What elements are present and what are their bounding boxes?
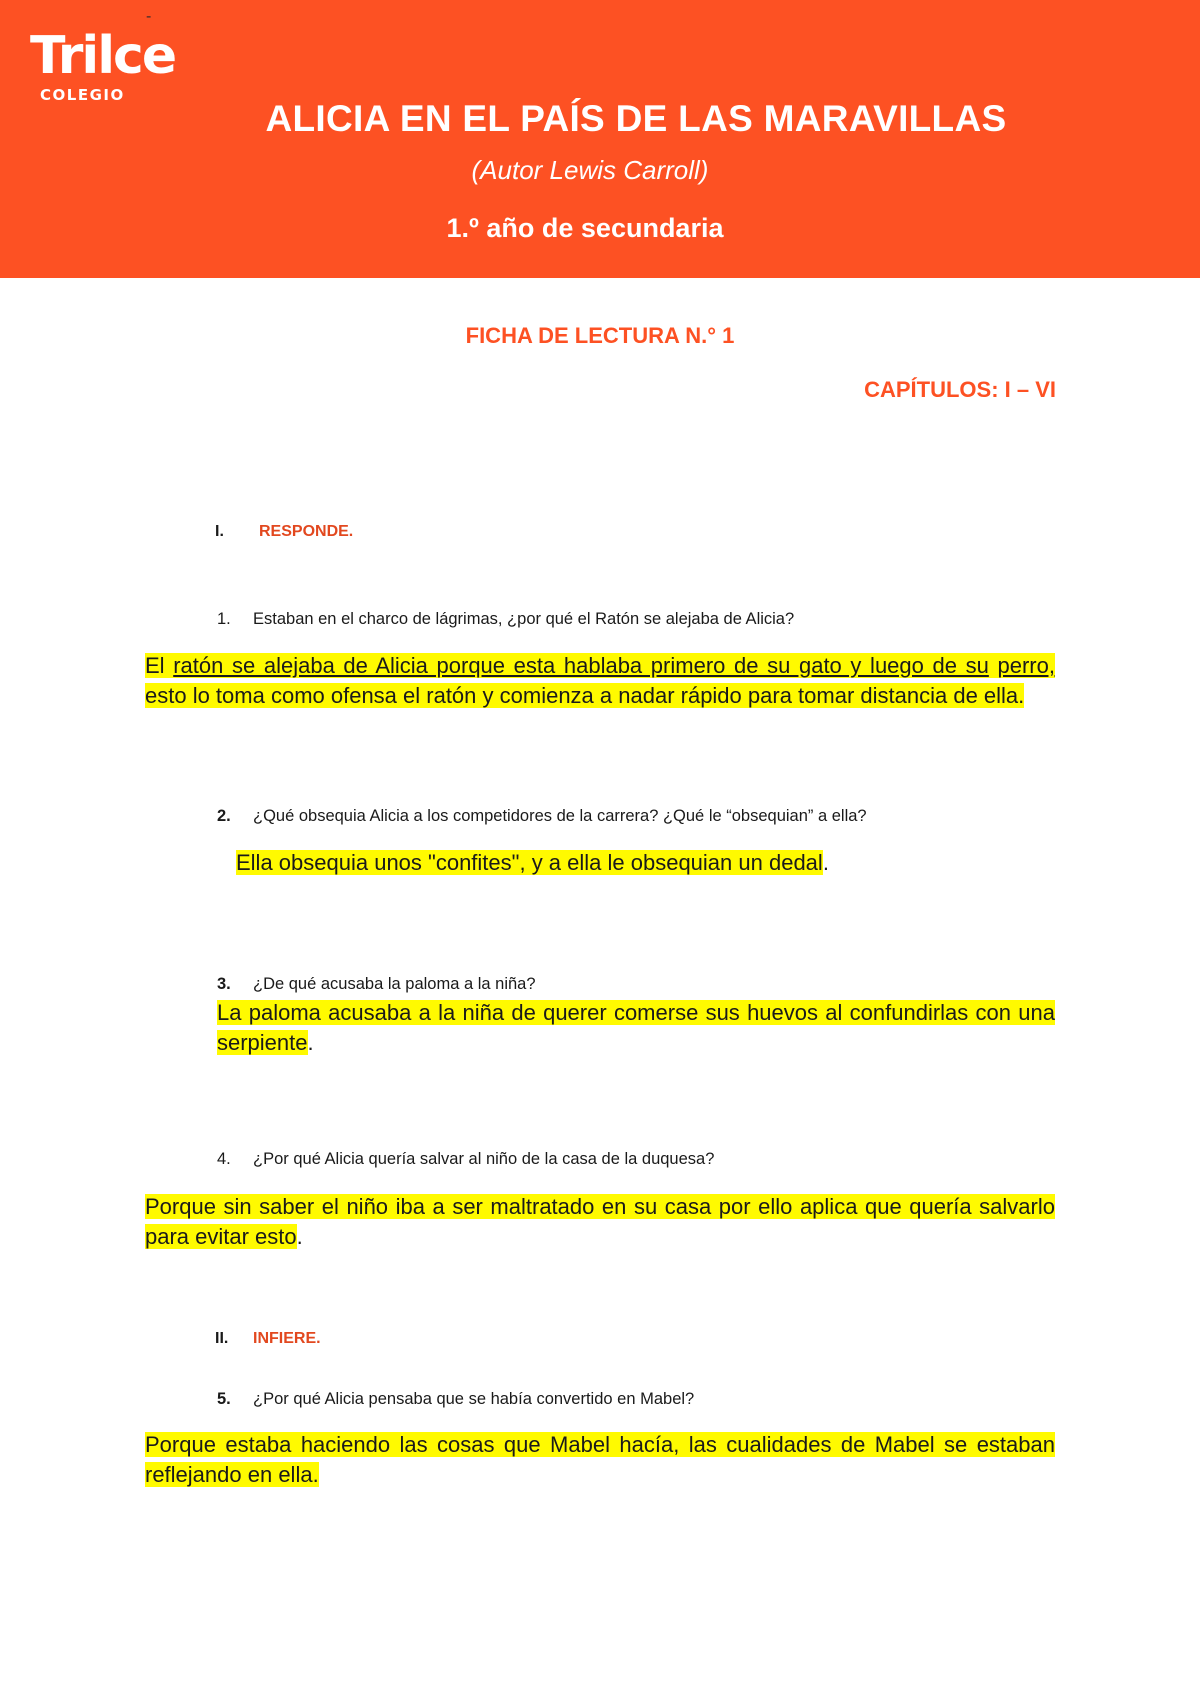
answer-period: . [822,850,829,875]
answer-block [145,651,1055,711]
question-number: 4. [217,1150,231,1168]
question-item [217,1390,694,1409]
document-grade: 1.º año de secundaria [446,213,724,243]
answer-block [217,998,1055,1058]
answer-text: El ratón se alejaba de Alicia porque esta hablaba primero de su gato y luego de su perro, esto lo toma como ofensa el ratón y comienza a nadar rápido para tomar distancia de ella. [145,653,1055,708]
answer-period: . [307,1030,314,1055]
section-heading [215,523,353,541]
answer-block [145,1430,1055,1490]
answer-text: Ella obsequia unos "confites", y a ella le obsequian un dedal [236,850,823,875]
question-item [217,975,536,994]
section-heading [215,1330,321,1348]
question-text: ¿Por qué Alicia pensaba que se había convertido en Mabel? [253,1390,695,1408]
chapters-label: CAPÍTULOS: I – VI [864,377,1056,402]
answer-text: Porque estaba haciendo las cosas que Mabel hacía, las cualidades de Mabel se estaban reflejando en ella. [145,1432,1055,1487]
question-number: 1. [217,610,231,628]
header-dash: - [146,8,152,25]
question-item [217,1150,714,1169]
answer-text: La paloma acusaba a la niña de querer comerse sus huevos al confundirlas con una serpiente [217,1000,1055,1055]
logo-wordmark: Trilce [30,26,176,86]
ficha-title: FICHA DE LECTURA N.° 1 [465,323,735,348]
section-numeral: I. [215,523,224,540]
document-author: (Autor Lewis Carroll) [471,155,709,185]
answer-period: . [296,1224,303,1249]
document-title: ALICIA EN EL PAÍS DE LAS MARAVILLAS [265,98,1007,139]
question-text: ¿De qué acusaba la paloma a la niña? [253,975,536,993]
answer-block [236,848,1066,878]
question-number: 2. [217,807,231,825]
section-label: RESPONDE. [259,523,354,540]
question-number: 3. [217,975,231,993]
answer-block [145,1192,1055,1252]
logo-subtitle: COLEGIO [40,86,125,104]
question-text: ¿Por qué Alicia quería salvar al niño de la casa de la duquesa? [253,1150,715,1168]
question-item [217,610,794,629]
question-text: ¿Qué obsequia Alicia a los competidores de la carrera? ¿Qué le “obsequian” a ella? [253,807,867,825]
question-text: Estaban en el charco de lágrimas, ¿por qué el Ratón se alejaba de Alicia? [253,610,795,628]
answer-text: Porque sin saber el niño iba a ser maltratado en su casa por ello aplica que quería salvarlo para evitar esto [145,1194,1055,1249]
question-number: 5. [217,1390,231,1408]
section-numeral: II. [215,1330,229,1347]
question-item [217,807,867,826]
section-label: INFIERE. [253,1330,321,1347]
